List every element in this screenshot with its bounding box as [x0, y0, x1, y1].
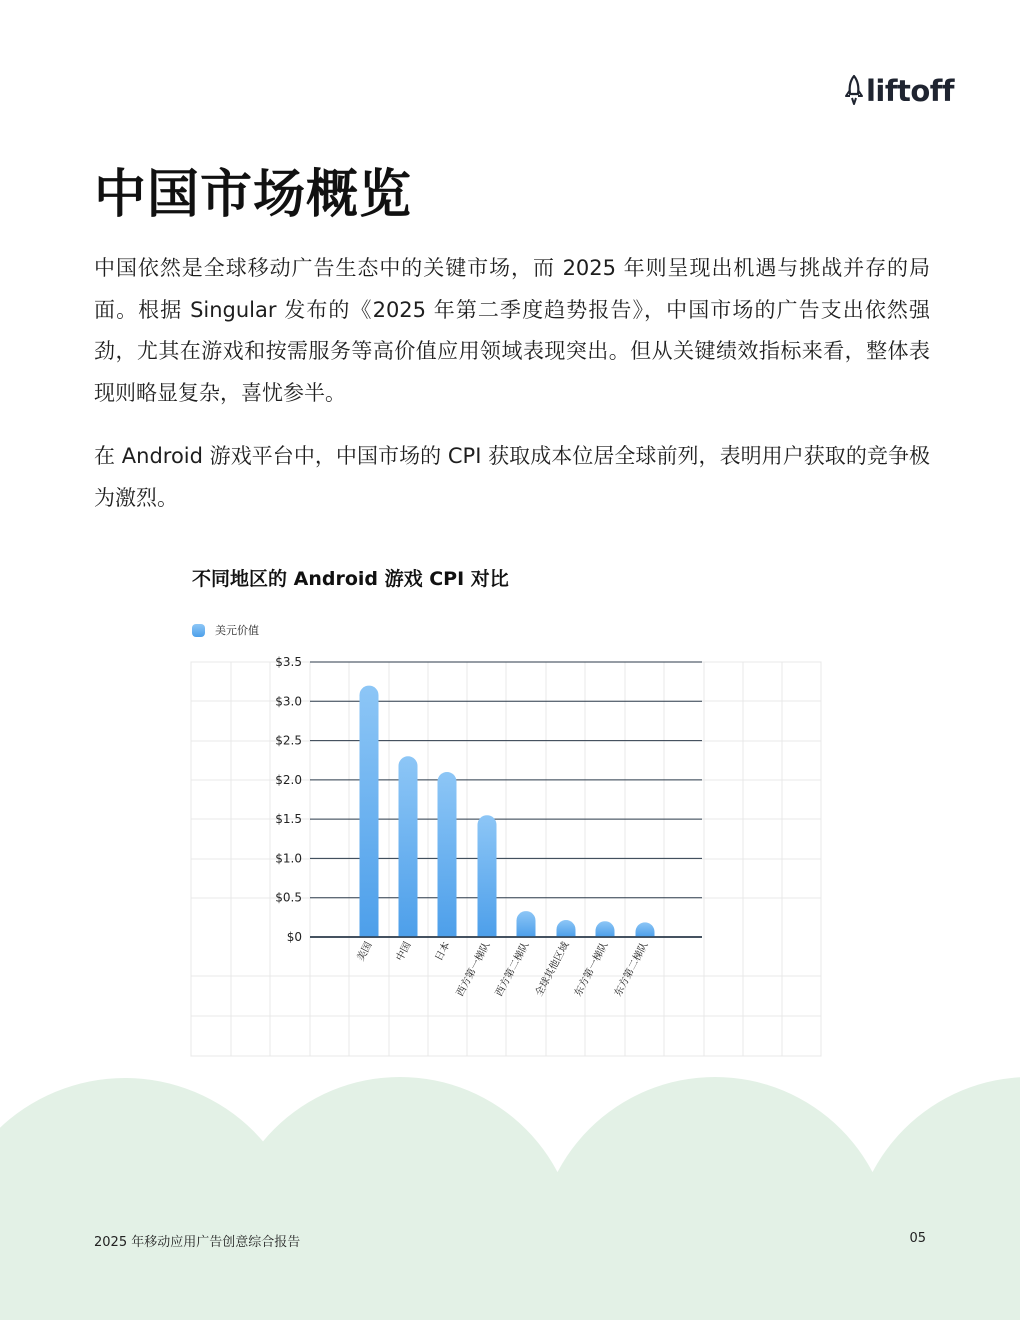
- y-tick-label: $2.0: [275, 772, 302, 787]
- x-category-label: 全球其他区域: [533, 940, 572, 999]
- x-category-label: 中国: [394, 940, 414, 964]
- bar: [360, 686, 379, 937]
- x-category-label: 东方第二梯队: [612, 940, 651, 999]
- y-tick-label: $3.5: [275, 655, 302, 669]
- y-tick-label: $0: [286, 930, 302, 944]
- cpi-paragraph: 在 Android 游戏平台中，中国市场的 CPI 获取成本位居全球前列，表明用户获取的竞争极为激烈。: [94, 444, 930, 510]
- bar: [557, 920, 576, 937]
- page-number: 05: [909, 1231, 926, 1246]
- bar: [636, 922, 655, 937]
- bar: [517, 911, 536, 937]
- x-category-label: 美国: [355, 940, 375, 964]
- intro-paragraph: 中国依然是全球移动广告生态中的关键市场，而 2025 年则呈现出机遇与挑战并存的局面。根据 Singular 发布的《2025 年第二季度趋势报告》，中国市场的广告支出依然强劲，尤其在游戏和按需服务等高价值应用领域表现突出。但从关键绩效指标来看，整体表现则略显复杂，喜忧参半。: [94, 256, 930, 405]
- legend-label: 美元价值: [215, 624, 259, 637]
- x-category-label: 东方第一梯队: [572, 940, 611, 999]
- chart-title: 不同地区的 Android 游戏 CPI 对比: [192, 568, 509, 590]
- y-tick-label: $1.5: [275, 812, 302, 827]
- bar: [596, 921, 615, 937]
- footer-report-title: 2025 年移动应用广告创意综合报告: [94, 1235, 301, 1250]
- x-category-label: 日本: [433, 940, 453, 964]
- y-tick-label: $2.5: [275, 733, 302, 748]
- y-tick-label: $3.0: [275, 694, 302, 709]
- logo-text: liftoff: [865, 74, 954, 108]
- x-category-label: 西方第一梯队: [454, 940, 493, 999]
- bar: [478, 815, 497, 937]
- bar: [399, 756, 418, 937]
- page-title: 中国市场概览: [94, 165, 413, 225]
- x-category-label: 西方第二梯队: [493, 940, 532, 999]
- y-tick-label: $1.0: [275, 851, 302, 866]
- bar: [438, 772, 457, 937]
- y-tick-label: $0.5: [275, 890, 302, 905]
